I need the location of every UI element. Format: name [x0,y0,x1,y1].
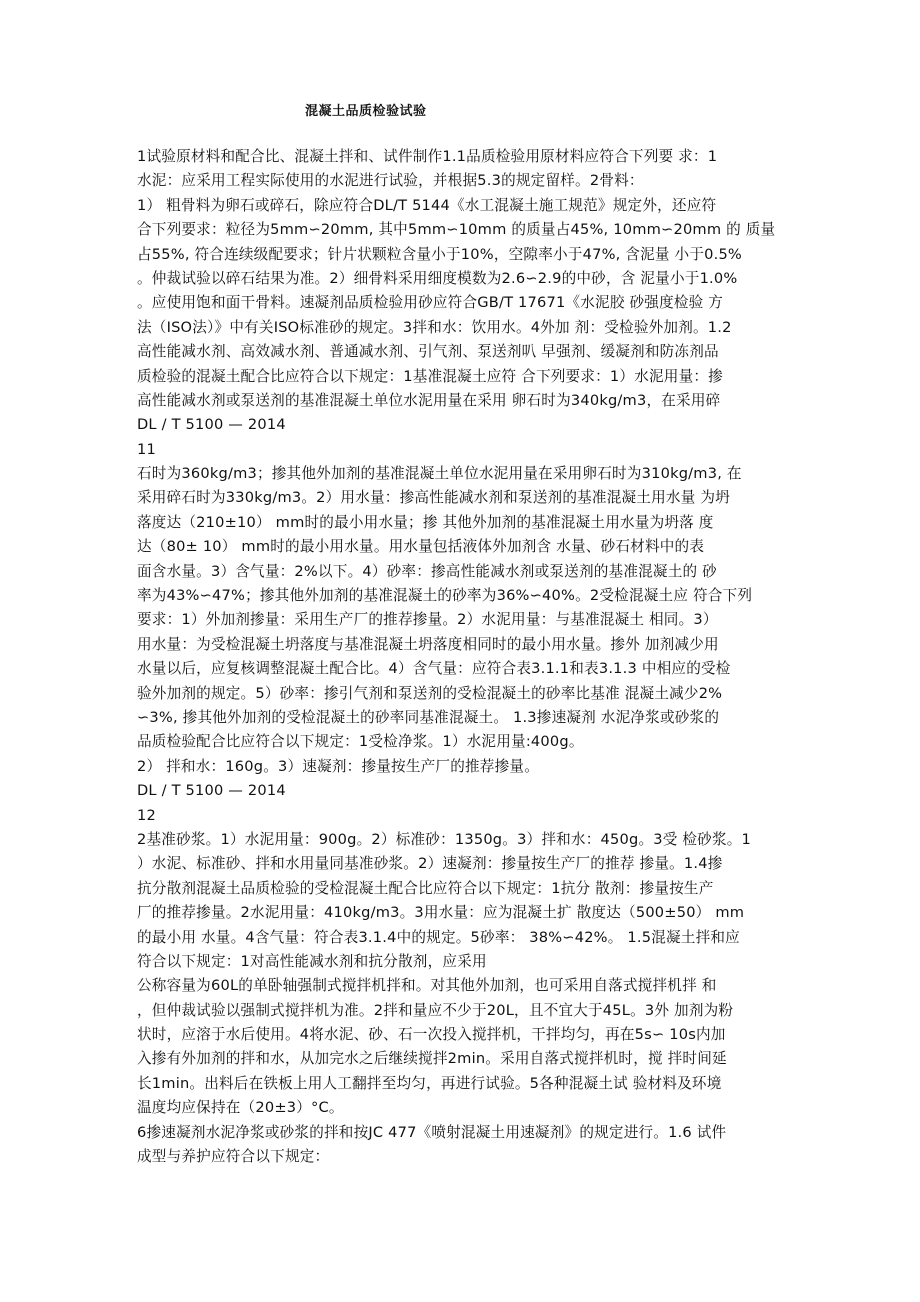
text-line: 面含水量。3）含气量：2%以下。4）砂率：掺高性能减水剂或泵送剂的基准混凝土的 砂 [137,562,717,580]
text-line: 1） 粗骨料为卵石或碎石，除应符合DL/T 5144《水工混凝土施工规范》规定外，还应符 [137,196,717,214]
text-line: ）水泥、标准砂、拌和水用量同基准砂浆。2）速凝剂：掺量按生产厂的推荐 掺量。1.4掺 [137,855,723,873]
text-line: 2） 拌和水：160g。3）速凝剂：掺量按生产厂的推荐掺量。 [137,757,539,775]
text-line: 2基准砂浆。1）水泥用量：900g。2）标准砂：1350g。3）拌和水：450g。3受 检砂浆。1 [137,830,752,848]
text-line: 12 [137,806,156,824]
text-line: 1试验原材料和配合比、混凝土拌和、试件制作1.1品质检验用原材料应符合下列要 求：1 [137,148,718,165]
text-line: 公称容量为60L的单卧轴强制式搅拌机拌和。对其他外加剂，也可采用自落式搅拌机拌 和 [137,977,717,995]
text-line: ∽3%, 掺其他外加剂的受检混凝土的砂率同基准混凝土。 1.3掺速凝剂 水泥净浆或砂浆的 [137,708,720,726]
text-line: 厂的推荐掺量。2水泥用量：410kg/m3。3用水量：应为混凝土扩 散度达（500±50） mm [137,904,745,922]
text-line: 。仲裁试验以碎石结果为准。2）细骨料采用细度模数为2.6∽2.9的中砂，含 泥量小于1.0% [137,269,738,287]
text-line: 法（ISO法）》中有关ISO标准砂的规定。3拌和水：饮用水。4外加 剂：受检验外加剂。1.2 [137,318,732,336]
text-line: 验外加剂的规定。5）砂率：掺引气剂和泵送剂的受检混凝土的砂率比基准 混凝土减少2% [137,684,723,702]
text-line: 成型与养护应符合以下规定： [137,1148,330,1166]
text-line: 采用碎石时为330kg/m3。2）用水量：掺高性能减水剂和泵送剂的基准混凝土用水量 为坍 [137,489,730,507]
text-line: 品质检验配合比应符合以下规定：1受检净浆。1）水泥用量:400g。 [137,733,584,751]
text-line: 要求：1）外加剂掺量：采用生产厂的推荐掺量。2）水泥用量：与基准混凝土 相同。3） [137,611,718,629]
text-line: 状时，应溶于水后使用。4将水泥、砂、石一次投入搅拌机，干拌均匀，再在5s∽ 10s内加 [137,1026,726,1044]
text-line: 石时为360kg/m3；掺其他外加剂的基准混凝土单位水泥用量在采用卵石时为310kg/m3, 在 [137,465,742,483]
text-line: 达（80± 10） mm时的最小用水量。用水量包括液体外加剂含 水量、砂石材料中的表 [137,538,705,556]
text-line: 抗分散剂混凝土品质检验的受检混凝土配合比应符合以下规定：1抗分 散剂：掺量按生产 [137,879,714,897]
text-line: 用水量：为受检混凝土坍落度与基准混凝土坍落度相同时的最小用水量。掺外 加剂减少用 [137,635,719,653]
text-line: 温度均应保持在（20±3）°C。 [137,1099,344,1117]
text-line: 合下列要求：粒径为5mm∽20mm, 其中5mm∽10mm 的质量占45%, 10mm∽20mm 的 质量 [137,221,776,239]
text-line: 长1min。出料后在铁板上用人工翻拌至均匀，再进行试验。5各种混凝土试 验材料及环境 [137,1074,722,1092]
text-line: 11 [137,440,156,458]
text-line: DL / T 5100 — 2014 [137,416,286,434]
text-line: 高性能减水剂或泵送剂的基准混凝土单位水泥用量在采用 卵石时为340kg/m3，在采用碎 [137,391,721,409]
document-body [137,145,797,1169]
text-line: 占55%, 符合连续级配要求；针片状颗粒含量小于10%，空隙率小于47%, 含泥量 小于0.5% [137,245,742,263]
text-line: 的最小用 水量。4含气量：符合表3.1.4中的规定。5砂率： 38%∽42%。 1.5混凝土拌和应 [137,928,740,946]
text-line: 率为43%∽47%；掺其他外加剂的基准混凝土的砂率为36%∽40%。2受检混凝土应 符合下列 [137,587,753,605]
text-line: 水泥：应采用工程实际使用的水泥进行试验，并根据5.3的规定留样。2骨料： [137,172,644,190]
document-title: 混凝土品质检验试验 [305,104,427,119]
text-line: 符合以下规定：1对高性能减水剂和抗分散剂，应采用 [137,952,487,970]
text-line: DL / T 5100 — 2014 [137,782,286,800]
text-line: 落度达（210±10） mm时的最小用水量；掺 其他外加剂的基准混凝土用水量为坍落 度 [137,513,714,531]
text-line: 水量以后，应复核调整混凝土配合比。4）含气量：应符合表3.1.1和表3.1.3 中相应的受检 [137,660,731,678]
text-line: 入掺有外加剂的拌和水，从加完水之后继续搅拌2min。采用自落式搅拌机时，搅 拌时间延 [137,1050,727,1068]
text-line: ，但仲裁试验以强制式搅拌机为准。2拌和量应不少于20L，且不宜大于45L。3外 加剂为粉 [137,1001,734,1019]
text-line: 6掺速凝剂水泥净浆或砂浆的拌和按JC 477《喷射混凝土用速凝剂》的规定进行。1.6 试件 [137,1123,727,1141]
text-line: 。应使用饱和面干骨料。速凝剂品质检验用砂应符合GB/T 17671《水泥胶 砂强度检验 方 [137,294,724,312]
text-line: 质检验的混凝土配合比应符合以下规定：1基准混凝土应符 合下列要求：1）水泥用量：掺 [137,367,723,385]
text-line: 高性能减水剂、高效减水剂、普通减水剂、引气剂、泵送剂叭 早强剂、缓凝剂和防冻剂品 [137,343,719,361]
